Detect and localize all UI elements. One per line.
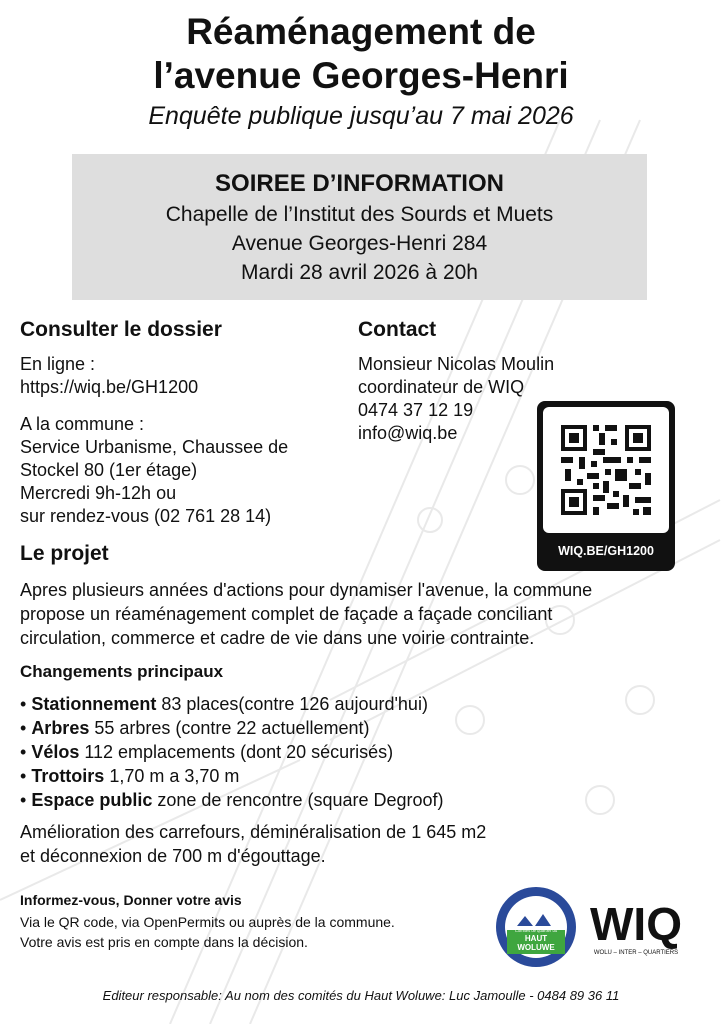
informez-line-1: Via le QR code, via OpenPermits ou auprès de la commune. <box>20 914 395 930</box>
qr-code-label: WIQ.BE/GH1200 <box>558 544 654 558</box>
list-item-label: Espace public <box>31 790 153 810</box>
changements-title: Changements principaux <box>20 662 224 681</box>
list-item-label: Vélos <box>31 742 80 762</box>
changements-extra <box>20 820 640 868</box>
contact-title: Contact <box>358 318 437 341</box>
logo-round-line2: HAUT <box>524 934 548 943</box>
list-item-text: 1,70 m a 3,70 m <box>104 766 240 786</box>
contact-email[interactable]: info@wiq.be <box>358 423 458 443</box>
projet-title: Le projet <box>20 542 109 565</box>
contact-role: coordinateur de WIQ <box>358 377 525 397</box>
wiq-logo-text: WIQ <box>590 898 682 950</box>
list-item: • Vélos 112 emplacements (dont 20 sécurisés) <box>20 742 394 762</box>
list-item-text: zone de rencontre (square Degroof) <box>152 790 444 810</box>
info-session-address: Avenue Georges-Henri 284 <box>231 232 488 255</box>
wiq-logo-tagline: WOLU – INTER – QUARTIERS <box>593 950 679 956</box>
logo-round-line3: WOLUWE <box>517 943 555 952</box>
dossier-commune-line4: sur rendez-vous (02 761 28 14) <box>20 506 272 526</box>
list-item: • Trottoirs 1,70 m a 3,70 m <box>20 766 240 786</box>
list-item-text: 83 places(contre 126 aujourd'hui) <box>156 694 428 714</box>
info-session-venue: Chapelle de l’Institut des Sourds et Muets <box>165 203 554 226</box>
projet-line-3: circulation, commerce et cadre de vie dans une voirie contrainte. <box>20 628 535 648</box>
projet-line-1: Apres plusieurs années d'actions pour dynamiser l'avenue, la commune <box>20 580 593 600</box>
qr-code-icon <box>543 407 669 533</box>
list-item: • Espace public zone de rencontre (square Degroof) <box>20 790 444 810</box>
info-session-date: Mardi 28 avril 2026 à 20h <box>241 261 478 284</box>
list-item: • Stationnement 83 places(contre 126 aujourd'hui) <box>20 694 428 714</box>
dossier-online-label: En ligne : <box>20 354 96 374</box>
dossier-online-url[interactable]: https://wiq.be/GH1200 <box>20 377 199 397</box>
contact-details <box>358 353 554 445</box>
dossier-commune <box>20 413 288 528</box>
page-subtitle: Enquête publique jusqu’au 7 mai 2026 <box>148 102 574 130</box>
dossier-title: Consulter le dossier <box>20 318 222 341</box>
list-item: • Arbres 55 arbres (contre 22 actuellement) <box>20 718 370 738</box>
extra-line-2: et déconnexion de 700 m d'égouttage. <box>20 846 326 866</box>
informez-title: Informez-vous, Donner votre avis <box>20 892 242 908</box>
logo-round-line1: Comités de quartier du <box>514 928 558 933</box>
list-item-text: 55 arbres (contre 22 actuellement) <box>89 718 370 738</box>
informez-text <box>20 912 395 952</box>
dossier-commune-line3: Mercredi 9h-12h ou <box>20 483 177 503</box>
page-title <box>0 10 722 98</box>
info-session-heading: SOIREE D’INFORMATION <box>215 170 504 197</box>
list-item-label: Trottoirs <box>31 766 105 786</box>
extra-line-1: Amélioration des carrefours, déminéralisation de 1 645 m2 <box>20 822 487 842</box>
list-item-text: 112 emplacements (dont 20 sécurisés) <box>79 742 394 762</box>
dossier-commune-label: A la commune : <box>20 414 145 434</box>
contact-phone[interactable]: 0474 37 12 19 <box>358 400 474 420</box>
changements-list <box>20 692 444 812</box>
haut-woluwe-logo <box>495 886 577 968</box>
projet-description <box>20 578 710 650</box>
dossier-online <box>20 353 198 399</box>
wiq-logo <box>582 896 690 958</box>
qr-code[interactable] <box>537 401 675 571</box>
footer-editor: Editeur responsable: Au nom des comités du Haut Woluwe: Luc Jamoulle - 0484 89 36 11 <box>102 988 620 1003</box>
info-session-box <box>72 154 647 300</box>
dossier-commune-line1: Service Urbanisme, Chaussee de <box>20 437 289 457</box>
list-item-label: Stationnement <box>31 694 157 714</box>
title-line-1: Réaménagement de <box>186 11 536 52</box>
informez-line-2: Votre avis est pris en compte dans la décision. <box>20 934 308 950</box>
dossier-commune-line2: Stockel 80 (1er étage) <box>20 460 198 480</box>
qr-code-matrix <box>543 407 669 533</box>
list-item-label: Arbres <box>31 718 90 738</box>
title-line-2: l’avenue Georges-Henri <box>153 55 569 96</box>
contact-name: Monsieur Nicolas Moulin <box>358 354 555 374</box>
projet-line-2: propose un réaménagement complet de façade a façade conciliant <box>20 604 553 624</box>
